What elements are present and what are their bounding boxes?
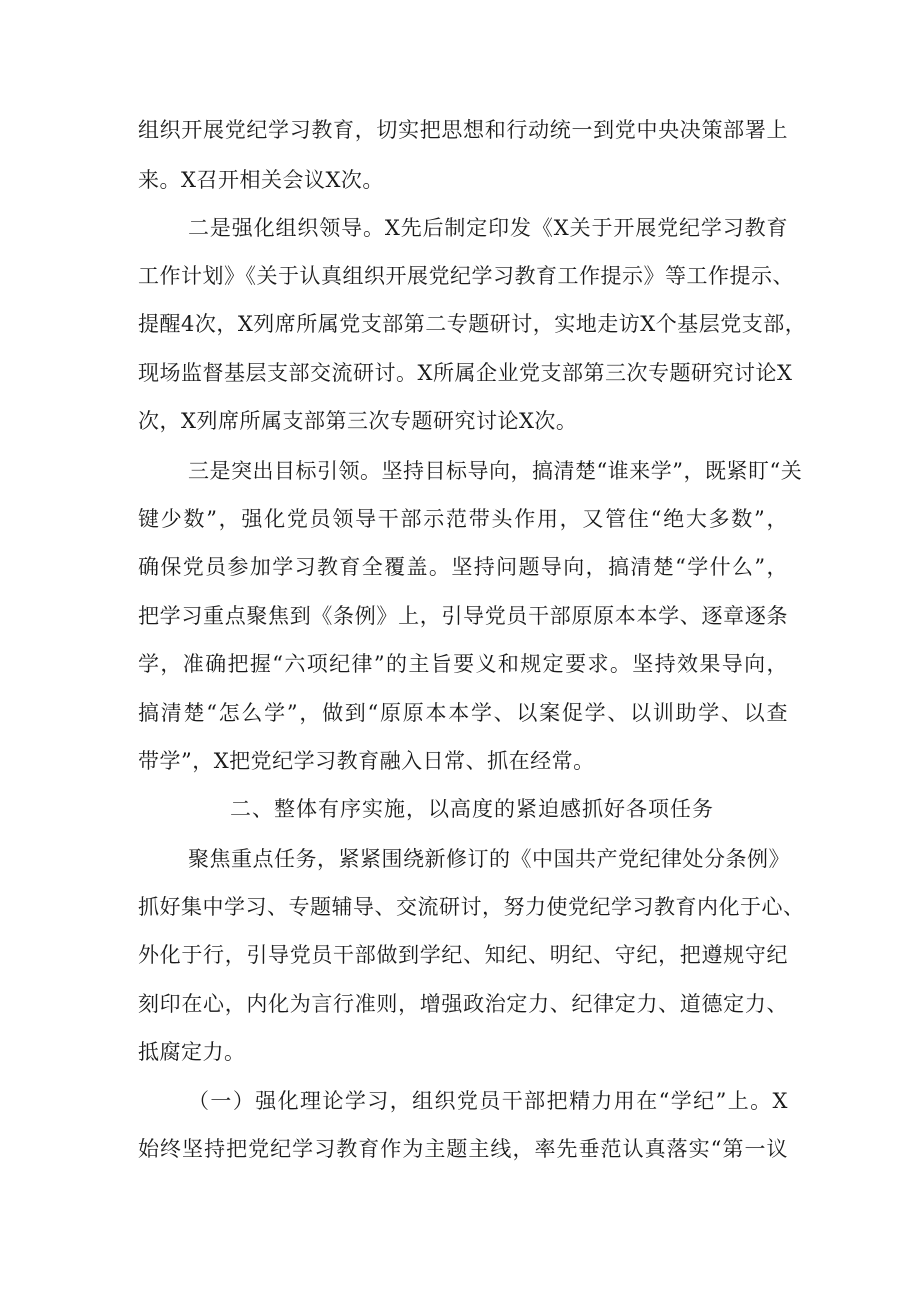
paragraph-2-line-3: 提醒4次，X列席所属党支部第二专题研讨，实地走访X个基层党支部，	[138, 312, 807, 336]
paragraph-1-line-1: 组织开展党纪学习教育，切实把思想和行动统一到党中央决策部署上	[138, 118, 788, 142]
paragraph-4-line-4: 刻印在心，内化为言行准则，增强政治定力、纪律定力、道德定力、	[138, 992, 788, 1016]
paragraph-4-line-2: 抓好集中学习、专题辅导、交流研讨，努力使党纪学习教育内化于心、	[138, 895, 805, 919]
paragraph-2-line-5: 次，X列席所属支部第三次专题研究讨论X次。	[138, 409, 578, 433]
paragraph-2-line-2: 工作计划》《关于认真组织开展党纪学习教育工作提示》等工作提示、	[138, 264, 794, 288]
paragraph-3-line-2: 键少数”，强化党员领导干部示范带头作用，又管住“绝大多数”，	[138, 507, 788, 531]
paragraph-5-line-1: （一）强化理论学习，组织党员干部把精力用在“学纪”上。X	[188, 1089, 788, 1113]
paragraph-4-line-3: 外化于行，引导党员干部做到学纪、知纪、明纪、守纪，把遵规守纪	[138, 943, 788, 967]
paragraph-3-line-7: 带学”，X把党纪学习教育融入日常、抓在经常。	[138, 749, 595, 773]
paragraph-3-line-5: 学，准确把握“六项纪律”的主旨要义和规定要求。坚持效果导向，	[138, 652, 788, 676]
paragraph-3-line-6: 搞清楚“怎么学”，做到“原原本本学、以案促学、以训助学、以查	[138, 701, 788, 725]
paragraph-3-line-3: 确保党员参加学习教育全覆盖。坚持问题导向，搞清楚“学什么”，	[138, 555, 788, 579]
paragraph-3-line-4: 把学习重点聚焦到《条例》上，引导党员干部原原本本学、逐章逐条	[138, 604, 788, 628]
paragraph-3-line-1: 三是突出目标引领。坚持目标导向，搞清楚“谁来学”，既紧盯“关	[188, 459, 803, 483]
paragraph-2-line-1: 二是强化组织领导。X先后制定印发《X关于开展党纪学习教育	[188, 216, 788, 240]
paragraph-4-line-5: 抵腐定力。	[138, 1040, 246, 1064]
paragraph-5-line-2: 始终坚持把党纪学习教育作为主题主线，率先垂范认真落实“第一议	[138, 1137, 788, 1161]
section-heading	[0, 795, 920, 823]
paragraph-1-line-2: 来。X召开相关会议X次。	[138, 168, 384, 192]
section-heading-text: 二、整体有序实施，以高度的紧迫感抓好各项任务	[230, 797, 714, 821]
paragraph-2-line-4: 现场监督基层支部交流研讨。X所属企业党支部第三次专题研究讨论X	[138, 361, 793, 385]
paragraph-4-line-1: 聚焦重点任务，紧紧围绕新修订的《中国共产党纪律处分条例》	[188, 847, 790, 871]
